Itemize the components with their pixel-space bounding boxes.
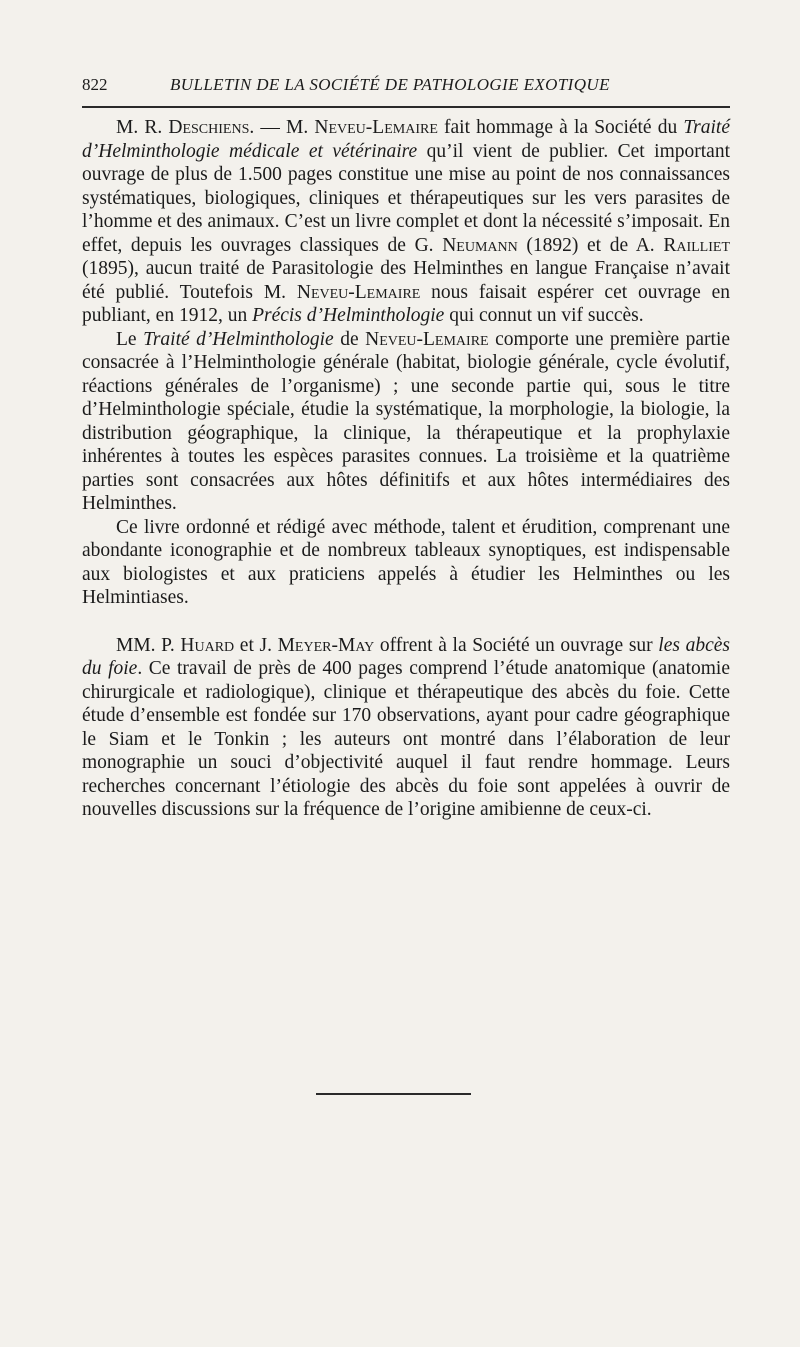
book-title: Précis d’Helminthologie: [252, 305, 445, 326]
author-name: Meyer-May: [277, 634, 375, 656]
running-title: BULLETIN DE LA SOCIÉTÉ DE PATHOLOGIE EXOTIQUE: [170, 75, 610, 94]
article-body: [82, 116, 730, 822]
book-title: Traité d’Helminthologie: [143, 328, 334, 350]
author-name: Neveu-Lemaire: [365, 328, 489, 350]
text-run: . — M.: [249, 117, 315, 138]
paragraph-traite-appraisal: [82, 516, 730, 610]
text-run: offrent à la Société un ouvrage sur: [374, 634, 659, 656]
text-run: et J.: [234, 634, 278, 656]
author-name: Neumann: [442, 234, 518, 256]
text-run: M. R.: [116, 117, 169, 138]
header-rule: [82, 106, 730, 108]
text-run: (1895), aucun traité de Parasitologie des Helminthes en langue Française n’avait été publié. Toutefois M.: [82, 258, 730, 303]
author-name: Neveu-Lemaire: [296, 281, 421, 303]
text-run: nous faisait espérer cet ouvrage en publiant, en 1912, un: [82, 281, 731, 326]
book-title: les abcès du foie: [82, 634, 730, 679]
page-number: 822: [82, 75, 108, 94]
text-run: comporte une première partie consacrée à l’Helminthologie générale (habitat, biologie générale, cycle évolutif, réactions générales de l’organisme) ; une seconde partie qui, sous le titre d’Helminthologie spéciale, étudie la systématique, la morphologie, la biologie, la distribution géographique, la clinique, la thérapeutique et la prophylaxie inhérentes à toutes les espèces parasites connues. La troisième et la quatrième parties sont consacrées aux hôtes définitifs et aux hôtes intermédiaires des Helminthes.: [82, 328, 731, 514]
section-gap: [82, 610, 730, 634]
text-run: . Ce travail de près de 400 pages comprend l’étude anatomique (anatomie chirurgicale et radiologique), clinique et thérapeutique des abcès du foie. Cette étude d’ensemble est fondée sur 170 observations, ayant pour cadre géographique le Siam et le Tonkin ; les auteurs ont montré dans l’élaboration de leur monographie un souci d’objectivité auquel il faut rendre hommage. Leurs recherches concernant l’étiologie des abcès du foie sont appelées à ouvrir de nouvelles discussions sur la fréquence de l’origine amibienne de ceux-ci.: [82, 658, 730, 820]
text-run: de: [333, 328, 366, 350]
paragraph-traite-helminthologie: [82, 116, 730, 328]
text-run: Ce livre ordonné et rédigé avec méthode, talent et érudition, comprenant une abondante iconographie et de nombreux tableaux synoptiques, est indispensable aux biologistes et aux praticiens appelés à étudier les Helminthes ou les Helmintiases.: [82, 516, 730, 608]
author-name: Huard: [180, 634, 235, 656]
book-title: Traité d’Helminthologie médicale et vétérinaire: [82, 117, 730, 162]
paragraph-abces-du-foie: [82, 634, 730, 822]
text-run: MM. P.: [116, 634, 181, 656]
end-rule: [316, 1093, 471, 1095]
text-run: fait hommage à la Société du: [437, 117, 684, 138]
author-name: Deschiens: [168, 117, 250, 138]
author-name: Railliet: [663, 234, 730, 256]
page-header: [82, 74, 730, 96]
text-run: Le: [116, 328, 144, 350]
author-name: Neveu-Lemaire: [314, 117, 438, 138]
paragraph-traite-contents: [82, 328, 730, 516]
text-run: qui connut un vif succès.: [444, 305, 644, 326]
text-run: qu’il vient de publier. Cet important ouvrage de plus de 1.500 pages constitue une mise au point de nos connaissances systématiques, biologiques, cliniques et thérapeutiques sur les vers parasites de l’homme et des animaux. C’est un livre complet et dont la nécessité s’imposait. En effet, depuis les ouvrages classiques de G.: [82, 140, 730, 256]
text-run: (1892) et de A.: [517, 234, 664, 256]
